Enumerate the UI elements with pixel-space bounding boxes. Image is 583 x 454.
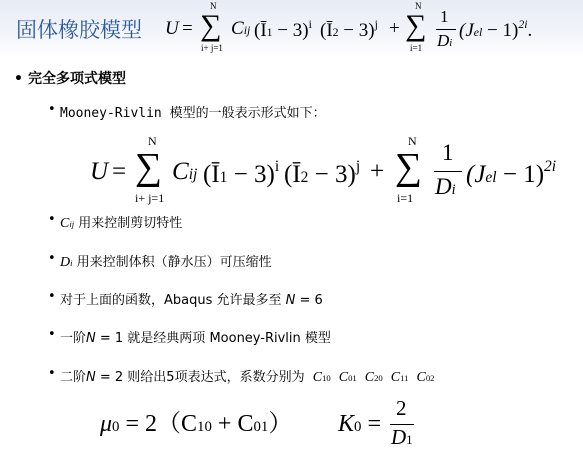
sigma2-symbol: ∑ bbox=[405, 9, 427, 42]
bullet-abaqus-pre: 对于上面的函数，Abaqus 允许最多至 bbox=[60, 293, 286, 308]
equals-main: = bbox=[112, 158, 127, 185]
i2-main: (Ī2 − 3)$^j$ bbox=[284, 158, 361, 188]
coefficient-list bbox=[309, 370, 435, 385]
i2-term: (Ī2 − 3)$^j$ bbox=[320, 18, 378, 41]
sigma-main: ∑ bbox=[135, 146, 163, 188]
bottom-formulas bbox=[100, 398, 440, 454]
coefficient-c11: C11 bbox=[390, 370, 409, 385]
frac-main-den: Di bbox=[435, 174, 456, 199]
bullet-n2-post: = 2 则给出5项表达式，系数分别为 bbox=[95, 370, 309, 385]
bullet-di: • Di 用来控制体积（静水压）可压缩性 bbox=[48, 251, 272, 270]
bullet-n1-pre: 一阶 bbox=[60, 331, 87, 346]
plus-sign: + bbox=[389, 18, 400, 39]
frac-numerator: 1 bbox=[440, 7, 449, 26]
mu0-formula: μ0 = 2（C10 + C01） bbox=[100, 411, 293, 437]
bullet-n2: • 二阶N = 2 则给出5项表达式，系数分别为 C10 C01 C20 C11 C02 bbox=[48, 366, 435, 385]
bullet-mooney: • Mooney-Rivlin 模型的一般表示形式如下： bbox=[48, 102, 326, 121]
di-symbol: Di bbox=[60, 255, 73, 270]
bullet-n1-var: N bbox=[86, 331, 96, 346]
bullet-abaqus-var: N bbox=[285, 293, 296, 308]
bullet-n1-post: = 1 就是经典两项 Mooney-Rivlin 模型 bbox=[95, 331, 331, 346]
jel-term: (Jel − 1)$^{2i}$. bbox=[459, 18, 533, 41]
equals-sign: = bbox=[182, 18, 193, 39]
k0-formula: K0 = bbox=[338, 411, 381, 437]
u-symbol-main: U bbox=[90, 158, 109, 185]
sum2-bottom: i=1 bbox=[410, 43, 423, 53]
u-symbol: U bbox=[165, 18, 179, 39]
main-formula bbox=[90, 134, 557, 213]
bullet-di-text: 用来控制体积（静水压）可压缩性 bbox=[72, 255, 272, 270]
fraction-bar bbox=[436, 29, 456, 30]
sum-main-bottom: i+ j=1 bbox=[135, 191, 165, 205]
frac-main-num: 1 bbox=[442, 140, 454, 165]
slide-title: 固体橡胶模型 bbox=[16, 18, 142, 42]
c-term: Cij bbox=[231, 18, 251, 39]
bullet-n1: • 一阶N = 1 就是经典两项 Mooney-Rivlin 模型 bbox=[48, 327, 331, 346]
bullet-cij-text: 用来控制剪切特性 bbox=[74, 216, 183, 231]
sum2-main-bottom: i=1 bbox=[397, 191, 414, 205]
plus-main: + bbox=[370, 158, 385, 185]
cij-symbol: Cij bbox=[60, 216, 75, 231]
coefficient-c02: C02 bbox=[416, 370, 435, 385]
jel-main: (Jel − 1)$^{2i}$ bbox=[466, 158, 557, 188]
sum2-main-top: N bbox=[408, 134, 417, 148]
c-main: Cij bbox=[172, 158, 198, 185]
sum2-top: N bbox=[415, 1, 422, 11]
bullet-n2-pre: 二阶 bbox=[60, 370, 87, 385]
section-bullet: • 完全多项式模型 bbox=[14, 71, 126, 87]
coefficient-c20: C20 bbox=[364, 370, 383, 385]
bullet-cij: • Cij 用来控制剪切特性 bbox=[48, 212, 183, 231]
sum-main-top: N bbox=[148, 134, 157, 148]
title-bar bbox=[0, 0, 583, 58]
k0-denominator: D1 bbox=[391, 425, 413, 449]
sigma2-main: ∑ bbox=[395, 146, 423, 188]
coefficient-c01: C01 bbox=[338, 370, 357, 385]
sum-top: N bbox=[210, 1, 217, 11]
bullet-mooney-text: Mooney-Rivlin 模型的一般表示形式如下： bbox=[60, 106, 326, 121]
bullet-n2-var: N bbox=[86, 370, 96, 385]
section-heading: 完全多项式模型 bbox=[28, 71, 126, 87]
k0-numerator: 2 bbox=[396, 396, 407, 420]
i1-term: (Ī1 − 3)$^i$ bbox=[254, 18, 312, 41]
bullet-abaqus-post: = 6 bbox=[295, 293, 323, 308]
fraction-bar-main bbox=[434, 171, 462, 172]
header-formula bbox=[165, 2, 565, 58]
coefficient-c10: C10 bbox=[312, 370, 331, 385]
sum-bottom: i+ j=1 bbox=[201, 43, 223, 53]
sigma-symbol: ∑ bbox=[200, 9, 222, 42]
bullet-abaqus: • 对于上面的函数，Abaqus 允许最多至 N = 6 bbox=[48, 289, 323, 308]
i1-main: (Ī1 − 3)$^i$ bbox=[203, 158, 280, 188]
frac-denominator: Di bbox=[437, 31, 453, 50]
